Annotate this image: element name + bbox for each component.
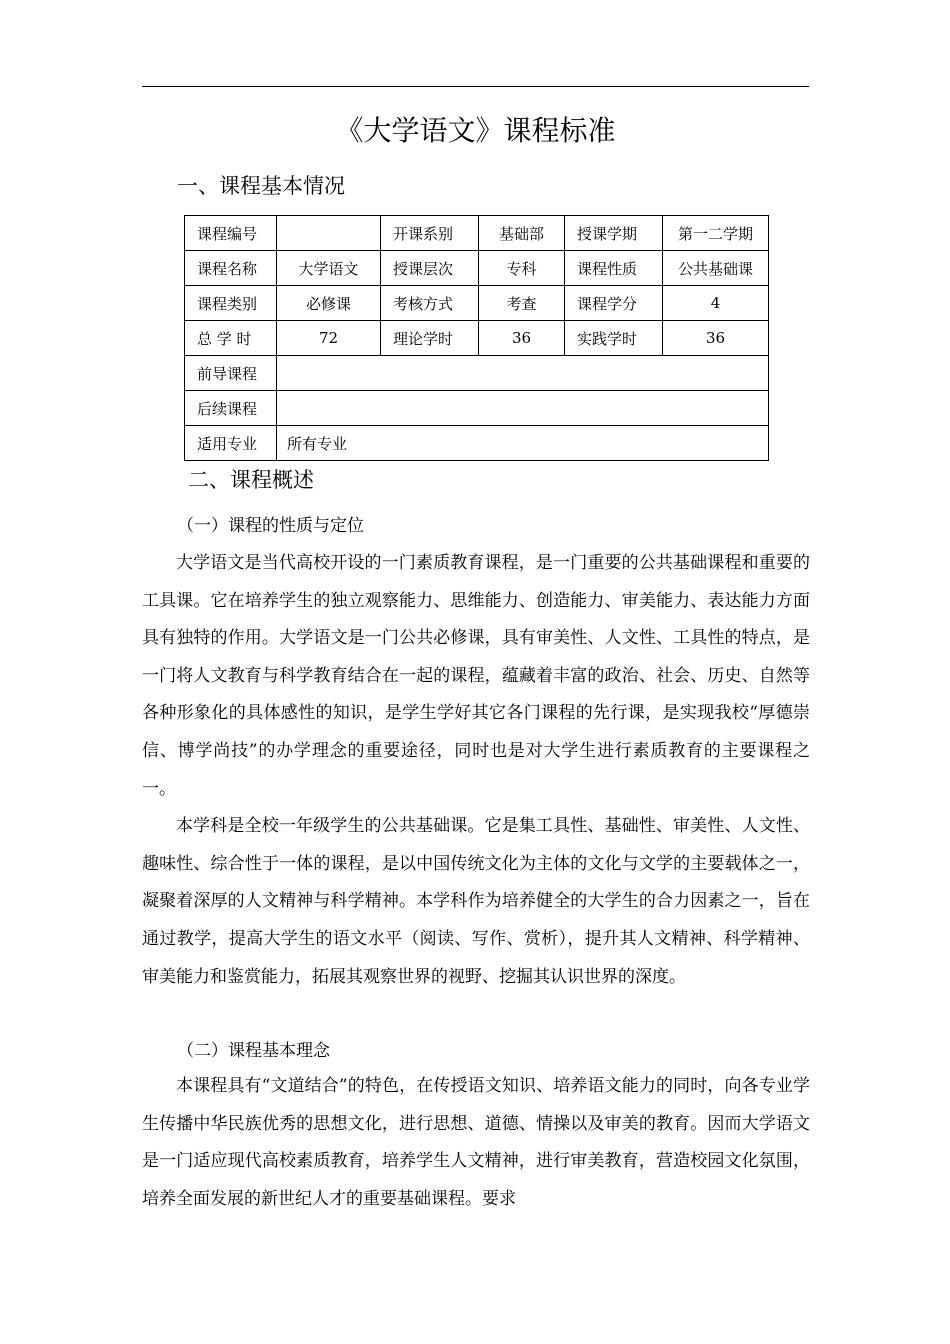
table-row [185, 216, 769, 251]
table-cell: 公共基础课 [663, 251, 769, 286]
subsection-heading-nature: （一）课程的性质与定位 [177, 516, 364, 536]
table-cell: 36 [479, 321, 565, 356]
section-heading-basic-info: 一、课程基本情况 [177, 174, 345, 198]
table-row [185, 426, 769, 461]
table-cell: 第一二学期 [663, 216, 769, 251]
table-row [185, 356, 769, 391]
paragraph: 大学语文是当代高校开设的一门素质教育课程，是一门重要的公共基础课程和重要的工具课。它在培养学生的独立观察能力、思维能力、创造能力、审美能力、表达能力方面具有独特的作用。大学语文是一门公共必修课，具有审美性、人文性、工具性的特点，是一门将人文教育与科学教育结合在一起的课程，蕴藏着丰富的政治、社会、历史、自然等各种形象化的具体感性的知识，是学生学好其它各门课程的先行课，是实现我校“厚德崇信、博学尚技”的办学理念的重要途径，同时也是对大学生进行素质教育的主要课程之一。 [142, 553, 810, 799]
table-cell [277, 216, 381, 251]
table-cell: 考核方式 [381, 286, 479, 321]
table-cell: 理论学时 [381, 321, 479, 356]
table-row [185, 391, 769, 426]
table-cell: 开课系别 [381, 216, 479, 251]
table-row [185, 286, 769, 321]
table-cell: 大学语文 [277, 251, 381, 286]
table-cell: 课程名称 [185, 251, 277, 286]
table-cell: 授课学期 [565, 216, 663, 251]
table-cell: 总 学 时 [185, 321, 277, 356]
table-cell: 课程性质 [565, 251, 663, 286]
header-rule [142, 86, 809, 87]
table-cell: 4 [663, 286, 769, 321]
followup-value [277, 391, 769, 426]
table-cell: 课程学分 [565, 286, 663, 321]
majors-label: 适用专业 [185, 426, 277, 461]
table-cell: 基础部 [479, 216, 565, 251]
table-cell: 36 [663, 321, 769, 356]
prereq-label: 前导课程 [185, 356, 277, 391]
table-cell: 授课层次 [381, 251, 479, 286]
paragraph: 本课程具有“文道结合”的特色，在传授语文知识、培养语文能力的同时，向各专业学生传播中华民族优秀的思想文化，进行思想、道德、情操以及审美的教育。因而大学语文是一门适应现代高校素质教育，培养学生人文精神，进行审美教育，营造校园文化氛围，培养全面发展的新世纪人才的重要基础课程。要求 [142, 1076, 810, 1209]
course-info-table [184, 215, 769, 461]
section-heading-overview: 二、课程概述 [188, 468, 314, 492]
majors-value: 所有专业 [277, 426, 769, 461]
table-cell: 72 [277, 321, 381, 356]
subsection-heading-philosophy: （二）课程基本理念 [177, 1041, 330, 1061]
table-cell: 课程编号 [185, 216, 277, 251]
page-title: 《大学语文》课程标准 [335, 114, 616, 147]
table-cell: 考查 [479, 286, 565, 321]
table-cell: 必修课 [277, 286, 381, 321]
section-body-philosophy [142, 1068, 810, 1218]
table-cell: 专科 [479, 251, 565, 286]
followup-label: 后续课程 [185, 391, 277, 426]
table-cell: 课程类别 [185, 286, 277, 321]
table-cell: 实践学时 [565, 321, 663, 356]
paragraph: 本学科是全校一年级学生的公共基础课。它是集工具性、基础性、审美性、人文性、趣味性、综合性于一体的课程，是以中国传统文化为主体的文化与文学的主要载体之一，凝聚着深厚的人文精神与科学精神。本学科作为培养健全的大学生的合力因素之一，旨在通过教学，提高大学生的语文水平（阅读、写作、赏析），提升其人文精神、科学精神、审美能力和鉴赏能力，拓展其观察世界的视野、挖掘其认识世界的深度。 [142, 816, 810, 987]
table-row [185, 321, 769, 356]
prereq-value [277, 356, 769, 391]
section-body-nature [142, 545, 810, 996]
table-row [185, 251, 769, 286]
